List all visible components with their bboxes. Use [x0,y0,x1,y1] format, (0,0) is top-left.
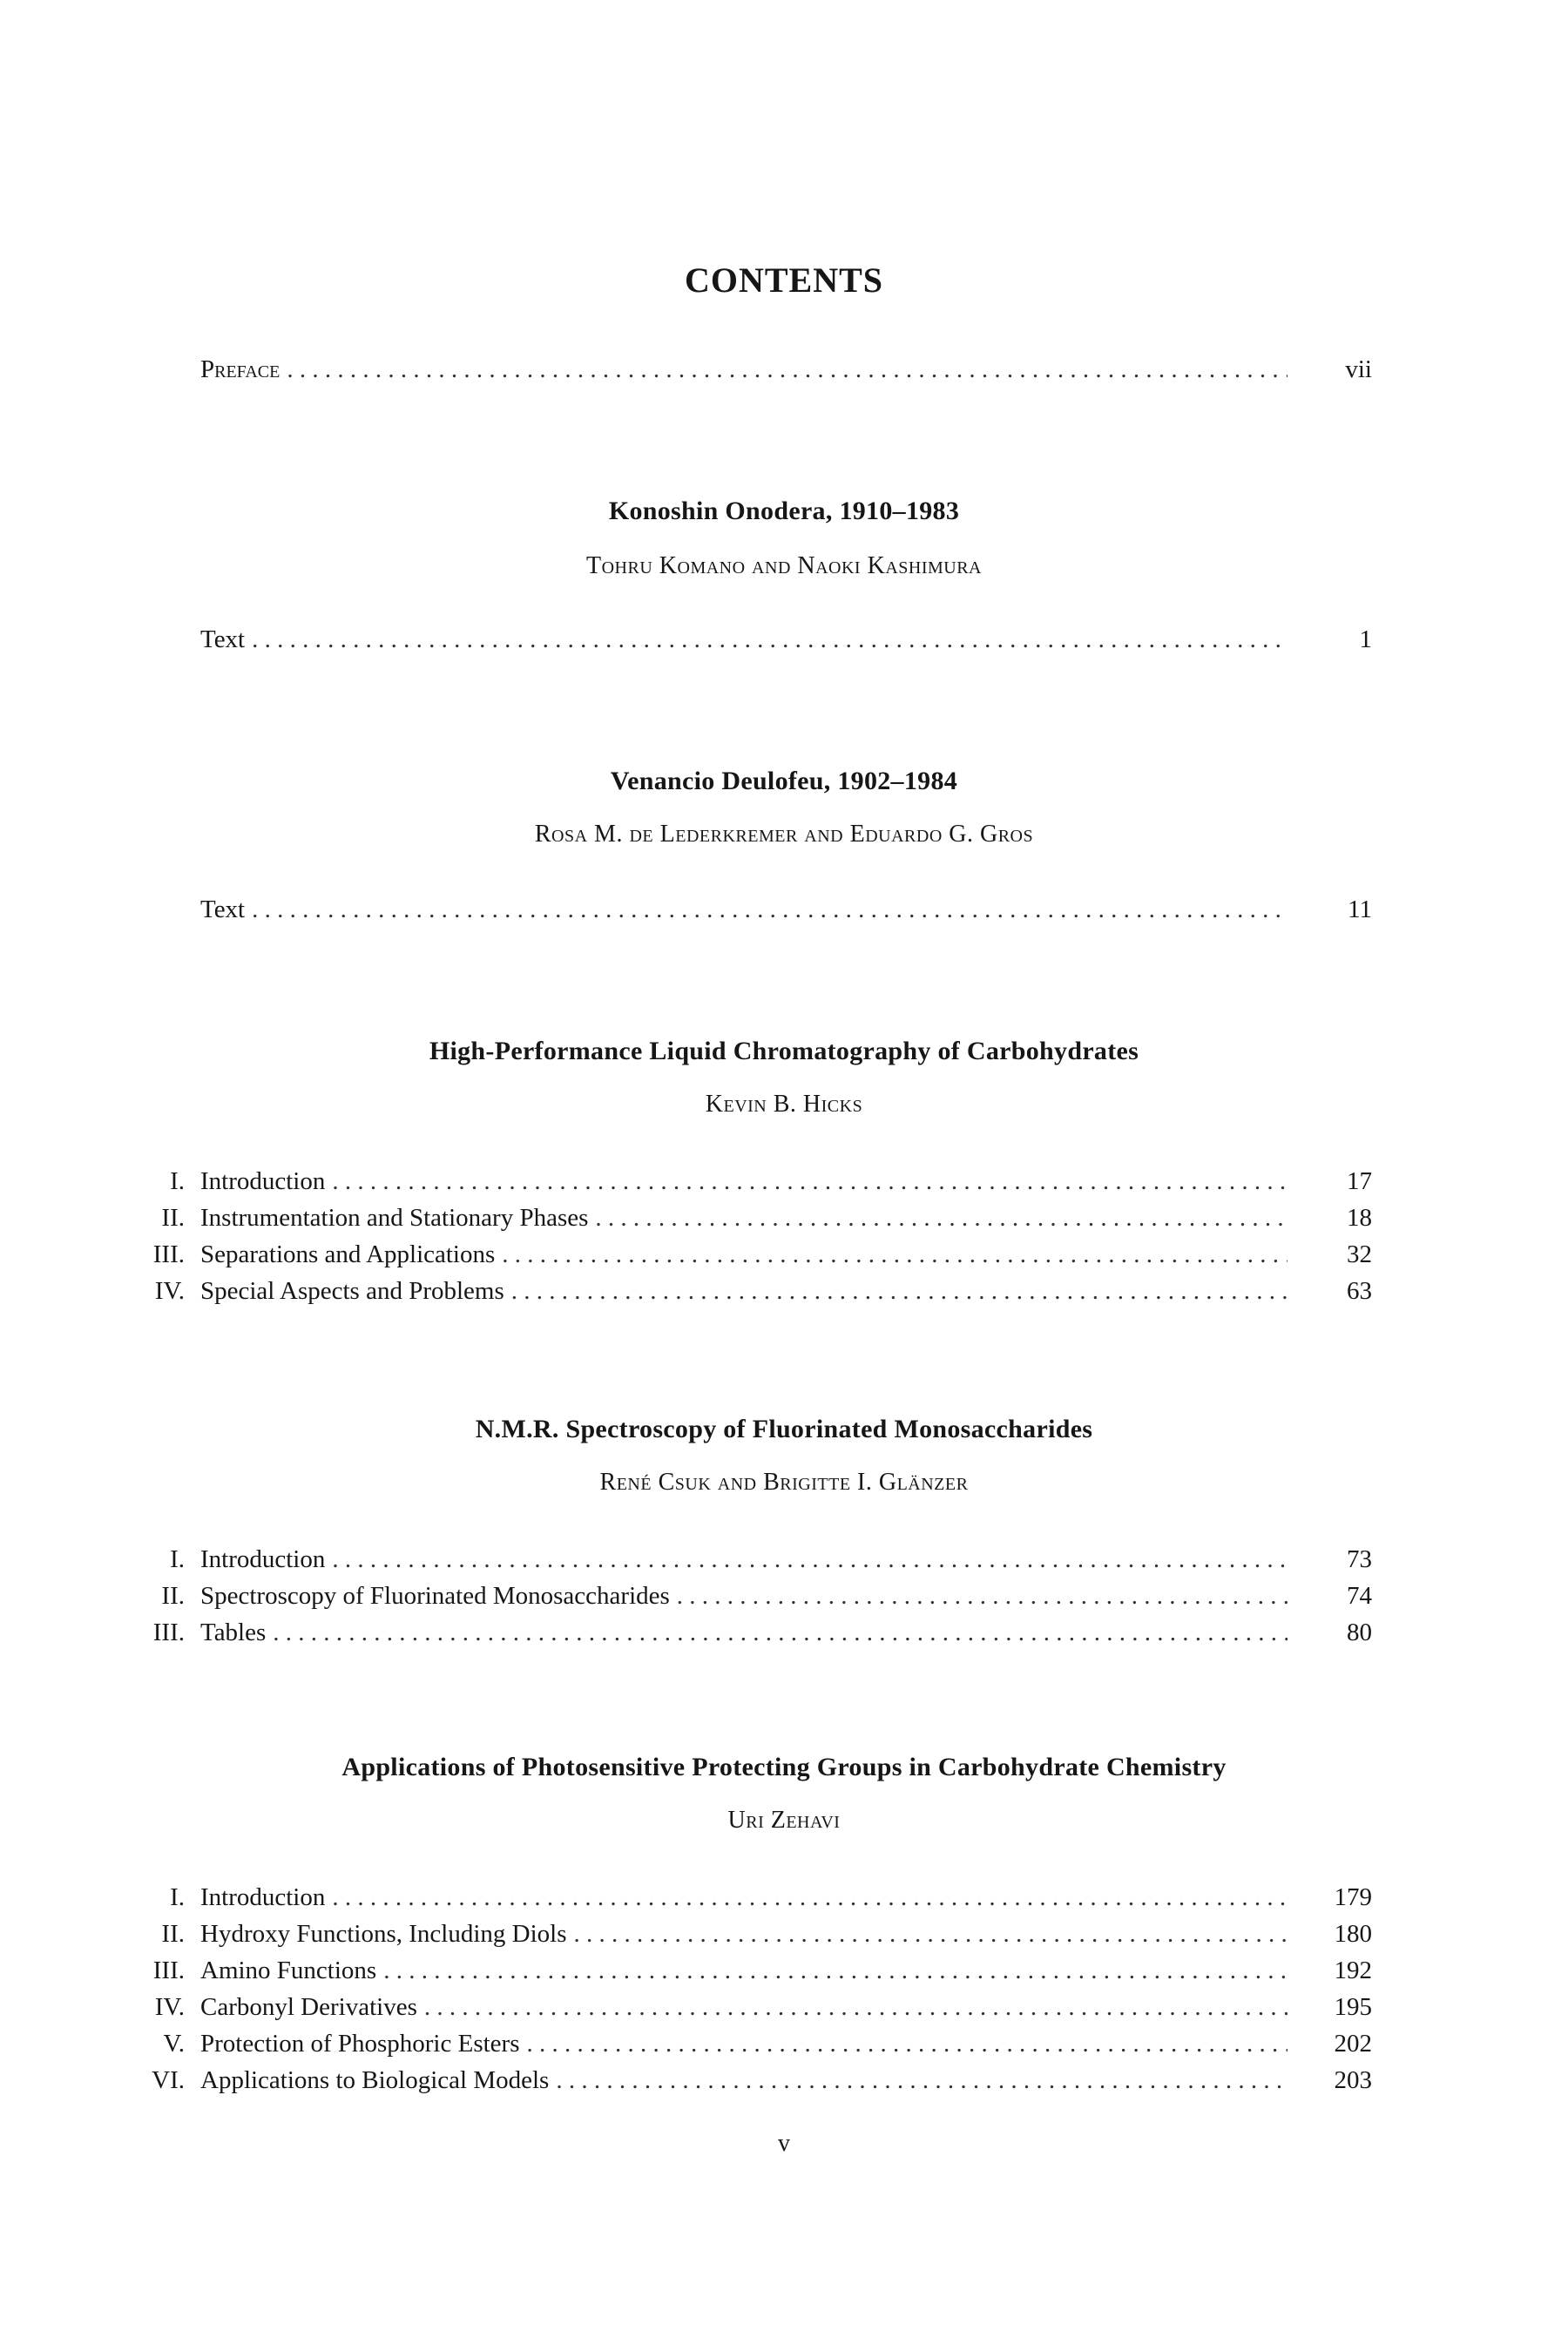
dot-leader [526,2026,1288,2061]
toc-entry-label: Protection of Phosphoric Esters [200,2030,520,2058]
toc-entry-page: 195 [1334,1993,1372,2021]
toc-entry-label: Hydroxy Functions, Including Diols [200,1920,567,1948]
toc-entry [152,2063,1372,2098]
dot-leader [332,1164,1288,1199]
toc-entry-label: Carbonyl Derivatives [200,1993,417,2021]
toc-entry-page: 203 [1334,2066,1372,2094]
dot-leader [511,1274,1288,1308]
toc-entry [161,1916,1372,1951]
toc-entry-page: 179 [1334,1883,1372,1911]
toc-entry [161,1578,1372,1613]
dot-leader [502,1237,1288,1272]
section-authors: Kevin B. Hicks [705,1091,863,1118]
toc-entry-preface [200,352,1372,387]
section-authors: Tohru Komano and Naoki Kashimura [586,552,982,579]
toc-entry-number: VI. [152,2066,185,2094]
section-authors: Uri Zehavi [727,1807,841,1834]
toc-entry-page: 32 [1347,1240,1372,1268]
toc-entry-page: 63 [1347,1277,1372,1305]
toc-entry-label: Text [200,625,246,653]
toc-entry [154,1990,1372,2024]
toc-entry [170,1880,1372,1915]
toc-entry [152,1237,1372,1272]
toc-entry-page: 18 [1347,1204,1372,1232]
toc-entry-page: vii [1345,355,1372,383]
toc-entry-page: 73 [1347,1545,1372,1573]
toc-entry-page: 80 [1347,1619,1372,1646]
toc-entry-label: Introduction [200,1167,326,1195]
toc-entry-number: I. [170,1167,185,1195]
toc-entry [170,1164,1372,1199]
toc-entry-number: III. [152,1240,185,1268]
toc-entry-label: Tables [200,1619,267,1646]
toc-entry-label: Special Aspects and Problems [200,1277,504,1305]
toc-entry [154,1274,1372,1308]
dot-leader [556,2063,1288,2098]
toc-entry-number: IV. [154,1277,185,1305]
section-authors: René Csuk and Brigitte I. Glänzer [599,1469,969,1496]
toc-entry-number: II. [161,1920,185,1948]
page-title: CONTENTS [684,260,884,300]
section-title: Venancio Deulofeu, 1902–1984 [610,767,958,795]
toc-entry-number: II. [161,1204,185,1232]
dot-leader [574,1916,1288,1951]
section-authors: Rosa M. de Lederkremer and Eduardo G. Gros [534,821,1034,848]
toc-entry-label: Instrumentation and Stationary Phases [200,1204,589,1232]
toc-entry-label: Amino Functions [200,1957,377,1984]
toc-entry-page: 17 [1347,1167,1372,1195]
toc-entry-label: Introduction [200,1545,326,1573]
dot-leader [287,352,1288,387]
toc-entry-number: V. [163,2030,185,2058]
dot-leader [383,1953,1288,1988]
toc-entry-label: Introduction [200,1883,326,1911]
section-title: Applications of Photosensitive Protecting Groups in Carbohydrate Chemistry [341,1753,1227,1781]
dot-leader [424,1990,1288,2024]
toc-entry-label: Separations and Applications [200,1240,496,1268]
toc-entry-number: IV. [154,1993,185,2021]
toc-entry-number: I. [170,1545,185,1573]
toc-entry [152,1953,1372,1988]
section-title: Konoshin Onodera, 1910–1983 [608,497,960,525]
toc-entry-page: 1 [1359,625,1372,653]
dot-leader [677,1578,1288,1613]
dot-leader [273,1615,1288,1650]
toc-entry-page: 11 [1348,896,1372,923]
toc-entry-page: 180 [1334,1920,1372,1948]
toc-entry [152,1615,1372,1650]
toc-entry-label: Applications to Biological Models [200,2066,550,2094]
toc-entry-number: III. [152,1957,185,1984]
page-number: v [778,2130,790,2157]
dot-leader [595,1200,1288,1235]
toc-entry [161,1200,1372,1235]
section-title: N.M.R. Spectroscopy of Fluorinated Monosaccharides [475,1415,1093,1443]
toc-entry-page: 74 [1347,1582,1372,1610]
toc-entry [200,892,1372,927]
toc-entry-number: I. [170,1883,185,1911]
toc-entry-number: III. [152,1619,185,1646]
toc-entry-label: Spectroscopy of Fluorinated Monosaccharides [200,1582,670,1610]
toc-entry-number: II. [161,1582,185,1610]
dot-leader [252,622,1288,657]
toc-entry [163,2026,1372,2061]
section-title: High-Performance Liquid Chromatography of Carbohydrates [429,1037,1139,1065]
toc-entry [200,622,1372,657]
dot-leader [332,1880,1288,1915]
dot-leader [332,1542,1288,1577]
toc-entry-page: 202 [1334,2030,1372,2058]
toc-entry-label: Text [200,896,246,923]
toc-entry-page: 192 [1334,1957,1372,1984]
toc-entry-label: Preface [200,355,280,383]
toc-entry [170,1542,1372,1577]
dot-leader [252,892,1288,927]
